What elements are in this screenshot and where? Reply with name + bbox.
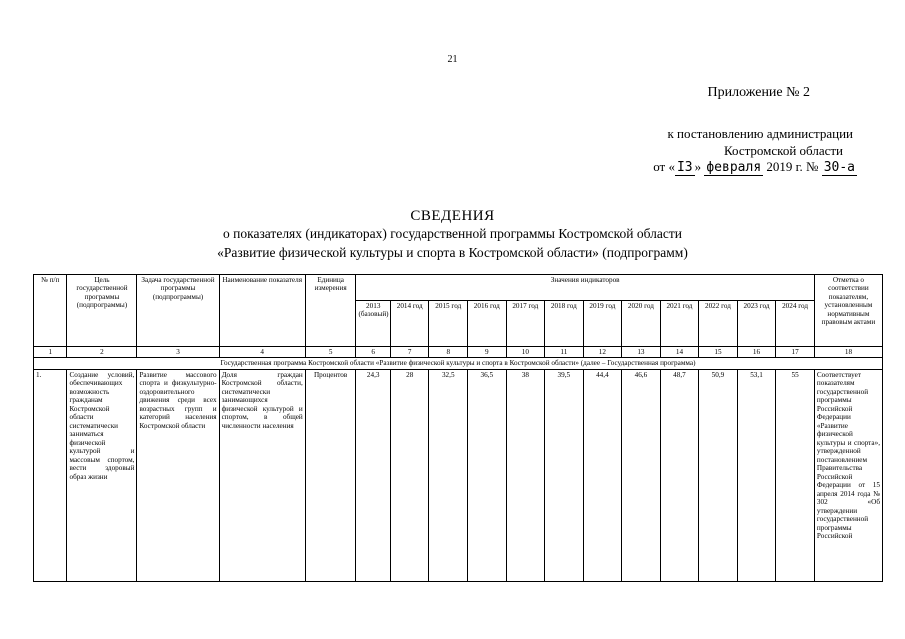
header-indicator: Наименование показателя <box>219 275 305 347</box>
col-number: 8 <box>429 347 468 358</box>
value-2016: 36,5 <box>468 370 507 582</box>
header-note: Отметка о соответствии показателям, установленным нормативным правовым актами <box>814 275 882 347</box>
row-num: 1. <box>34 370 67 582</box>
value-2015: 32,5 <box>429 370 468 582</box>
year-2013: 2013 (базовый) <box>356 301 390 347</box>
col-number: 9 <box>468 347 507 358</box>
decree-prefix: от « <box>653 159 675 174</box>
decree-day: I3 <box>676 160 693 175</box>
col-number: 7 <box>390 347 429 358</box>
col-number: 14 <box>660 347 699 358</box>
indicators-table <box>33 274 883 582</box>
year-2024: 2024 год <box>776 301 815 347</box>
document-heading: СВЕДЕНИЯ <box>410 208 495 224</box>
col-number: 13 <box>622 347 661 358</box>
year-2020: 2020 год <box>622 301 661 347</box>
header-values: Значения индикаторов <box>356 275 814 301</box>
row-unit: Процентов <box>305 370 356 582</box>
col-number: 15 <box>699 347 738 358</box>
year-2014: 2014 год <box>390 301 429 347</box>
header-goal: Цель государственной программы (подпрограммы) <box>67 275 137 347</box>
page-number: 21 <box>447 54 458 65</box>
header-task: Задача государственной программы (подпрограммы) <box>137 275 219 347</box>
row-task: Развитие массового спорта и физкультурно-оздоровительного движения среди всех возрастных групп и категорий населения Костромской области <box>137 370 219 582</box>
row-note: Соответствует показателям государственной программы Российской Федерации «Развитие физической культуры и спорта», утвержденной постановлением Правительства Российской Федерации от 15 апреля 2014 года № 302 «Об утверждении государственной программы Российской <box>814 370 882 582</box>
col-number: 6 <box>356 347 390 358</box>
year-2017: 2017 год <box>506 301 545 347</box>
col-number: 4 <box>219 347 305 358</box>
col-number: 18 <box>814 347 882 358</box>
year-2023: 2023 год <box>737 301 776 347</box>
row-indicator: Доля граждан Костромской области, систематически занимающихся физической культурой и спортом, в общей численности населения <box>219 370 305 582</box>
appendix-title: Приложение № 2 <box>707 85 810 100</box>
year-2015: 2015 год <box>429 301 468 347</box>
year-2022: 2022 год <box>699 301 738 347</box>
decree-mid-1: » <box>694 159 702 174</box>
value-2023: 53,1 <box>737 370 776 582</box>
program-row: Государственная программа Костромской области «Развитие физической культуры и спорта в Костромской области» (далее – Государственная программа) <box>34 358 883 370</box>
value-2021: 48,7 <box>660 370 699 582</box>
value-2013: 24,3 <box>356 370 390 582</box>
value-2020: 46,6 <box>622 370 661 582</box>
row-goal: Создание условий, обеспечивающих возможность гражданам Костромской области систематически заниматься физической культурой и массовым спортом, вести здоровый образ жизни <box>67 370 137 582</box>
col-number: 1 <box>34 347 67 358</box>
year-2019: 2019 год <box>583 301 622 347</box>
col-number: 5 <box>305 347 356 358</box>
value-2019: 44,4 <box>583 370 622 582</box>
header-unit: Единица измерения <box>305 275 356 347</box>
decree-line-1: к постановлению администрации <box>667 126 853 141</box>
col-number: 11 <box>545 347 584 358</box>
decree-line-2: Костромской области <box>723 143 843 158</box>
decree-line-3 <box>653 159 857 175</box>
document-subheading-1: о показателях (индикаторах) государственной программы Костромской области <box>223 226 682 241</box>
value-2017: 38 <box>506 370 545 582</box>
col-number: 16 <box>737 347 776 358</box>
table-row <box>34 370 883 582</box>
value-2022: 50,9 <box>699 370 738 582</box>
col-number: 17 <box>776 347 815 358</box>
header-num: № п/п <box>34 275 67 347</box>
col-number: 12 <box>583 347 622 358</box>
decree-month: февраля <box>706 160 762 175</box>
col-number: 2 <box>67 347 137 358</box>
document-subheading-2: «Развитие физической культуры и спорта в Костромской области» (подпрограмм) <box>217 245 688 260</box>
decree-number: 30-а <box>823 160 855 175</box>
year-2021: 2021 год <box>660 301 699 347</box>
year-2018: 2018 год <box>545 301 584 347</box>
decree-mid-2: 2019 г. № <box>766 159 819 174</box>
value-2014: 28 <box>390 370 429 582</box>
value-2024: 55 <box>776 370 815 582</box>
value-2018: 39,5 <box>545 370 584 582</box>
col-number: 3 <box>137 347 219 358</box>
col-number: 10 <box>506 347 545 358</box>
year-2016: 2016 год <box>468 301 507 347</box>
